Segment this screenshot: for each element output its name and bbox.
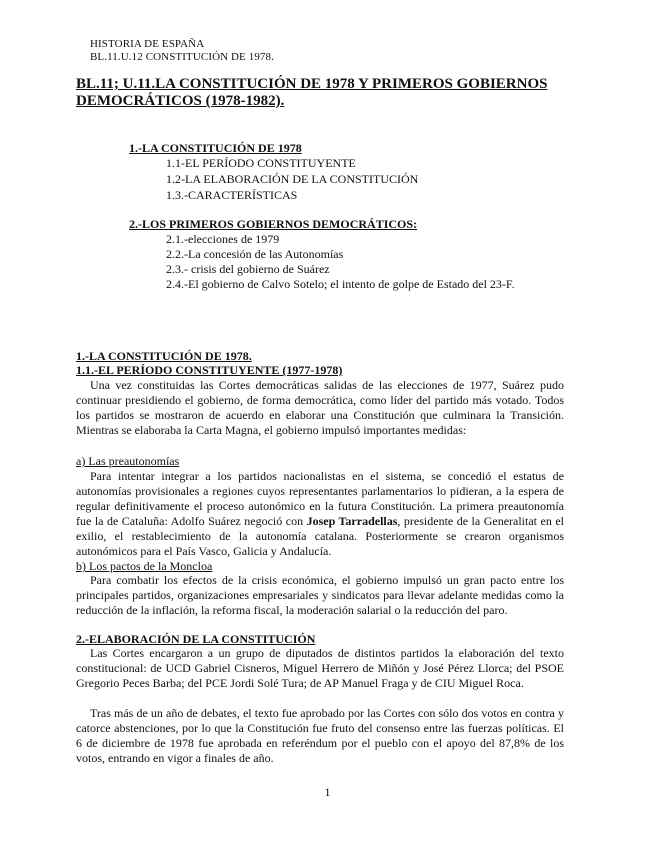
outline-item: 1.3.-CARACTERÍSTICAS [166, 188, 298, 202]
outline-item: 2.1.-elecciones de 1979 [166, 232, 280, 246]
subheading-preautonomias: a) Las preautonomías [76, 454, 180, 468]
outline-item: 2.2.-La concesión de las Autonomías [166, 247, 344, 261]
outline-item: 2.3.- crisis del gobierno de Suárez [166, 262, 330, 276]
paragraph-pactos-moncloa: Para combatir los efectos de la crisis económica, el gobierno impulsó un gran pacto entre los principales partidos, organizaciones empresariales y sindicatos para llevar adelante medidas como la reducción de la inflación, la reforma fiscal, la moderación salarial o la reducción del paro. [76, 573, 564, 617]
outline-item: 2.4.-El gobierno de Calvo Sotelo; el intento de golpe de Estado del 23-F. [166, 277, 515, 291]
paragraph-elaboration: Las Cortes encargaron a un grupo de diputados de distintos partidos la elaboración del texto constitucional: de UCD Gabriel Cisneros, Miguel Herrero de Miñón y José Pérez Llorca; del PSOE Gregorio Peces Barba; del PCE Jordi Solé Tura; de AP Manuel Fraga y de CIU Miguel Roca. [76, 646, 564, 690]
outline-section-1-heading: 1.-LA CONSTITUCIÓN DE 1978 [129, 141, 302, 155]
paragraph-preautonomias: Para intentar integrar a los partidos nacionalistas en el sistema, se concedió el estatus de autonomías provisionales a regiones cuyos representantes parlamentarios lo pidieran, a la espera de regular definitivamente el proceso autonómico en la futura Constitución. La primera preautonomía fue la de Cataluña: Adolfo Suárez negoció con Josep Tarradellas, presidente de la Generalitat en el exilio, el restablecimiento de la autonomía catalana. Posteriormente se crearon organismos autonómicos para el País Vasco, Galicia y Andalucía. [76, 469, 564, 558]
outline-item: 1.2-LA ELABORACIÓN DE LA CONSTITUCIÓN [166, 172, 419, 186]
header-unit: BL.11.U.12 CONSTITUCIÓN DE 1978. [90, 51, 274, 63]
paragraph-approval: Tras más de un año de debates, el texto fue aprobado por las Cortes con sólo dos votos en contra y catorce abstenciones, por lo que la Constitución fue fruto del consenso entre las fuerzas políticas. El 6 de diciembre de 1978 fue aprobada en referéndum por el pueblo con el apoyo del 87,8% de los votos, entrando en vigor a finales de año. [76, 706, 564, 765]
header-subject: HISTORIA DE ESPAÑA [90, 38, 205, 50]
section-1-heading: 1.-LA CONSTITUCIÓN DE 1978. [76, 349, 252, 363]
page-number: 1 [324, 785, 331, 799]
page-title: BL.11; U.11.LA CONSTITUCIÓN DE 1978 Y PRIMEROS GOBIERNOS DEMOCRÁTICOS (1978-1982). [76, 76, 548, 109]
subheading-pactos-moncloa: b) Los pactos de la Moncloa [76, 559, 213, 573]
outline-section-2-heading: 2.-LOS PRIMEROS GOBIERNOS DEMOCRÁTICOS: [129, 217, 418, 231]
subsection-1-1-heading: 1.1.-EL PERÍODO CONSTITUYENTE (1977-1978) [76, 363, 343, 377]
paragraph-constituent-period: Una vez constituidas las Cortes democráticas salidas de las elecciones de 1977, Suárez pudo continuar presidiendo el gobierno, de forma democrática, como líder del partido más votado. Todos los partidos se mostraron de acuerdo en elaborar una Constitución que culminara la Transición. Mientras se elaboraba la Carta Magna, el gobierno impulsó importantes medidas: [76, 378, 564, 437]
bold-name-tarradellas: Josep Tarradellas [306, 514, 398, 528]
section-2-heading: 2.-ELABORACIÓN DE LA CONSTITUCIÓN [76, 632, 316, 646]
outline-item: 1.1-EL PERÍODO CONSTITUYENTE [166, 156, 356, 170]
